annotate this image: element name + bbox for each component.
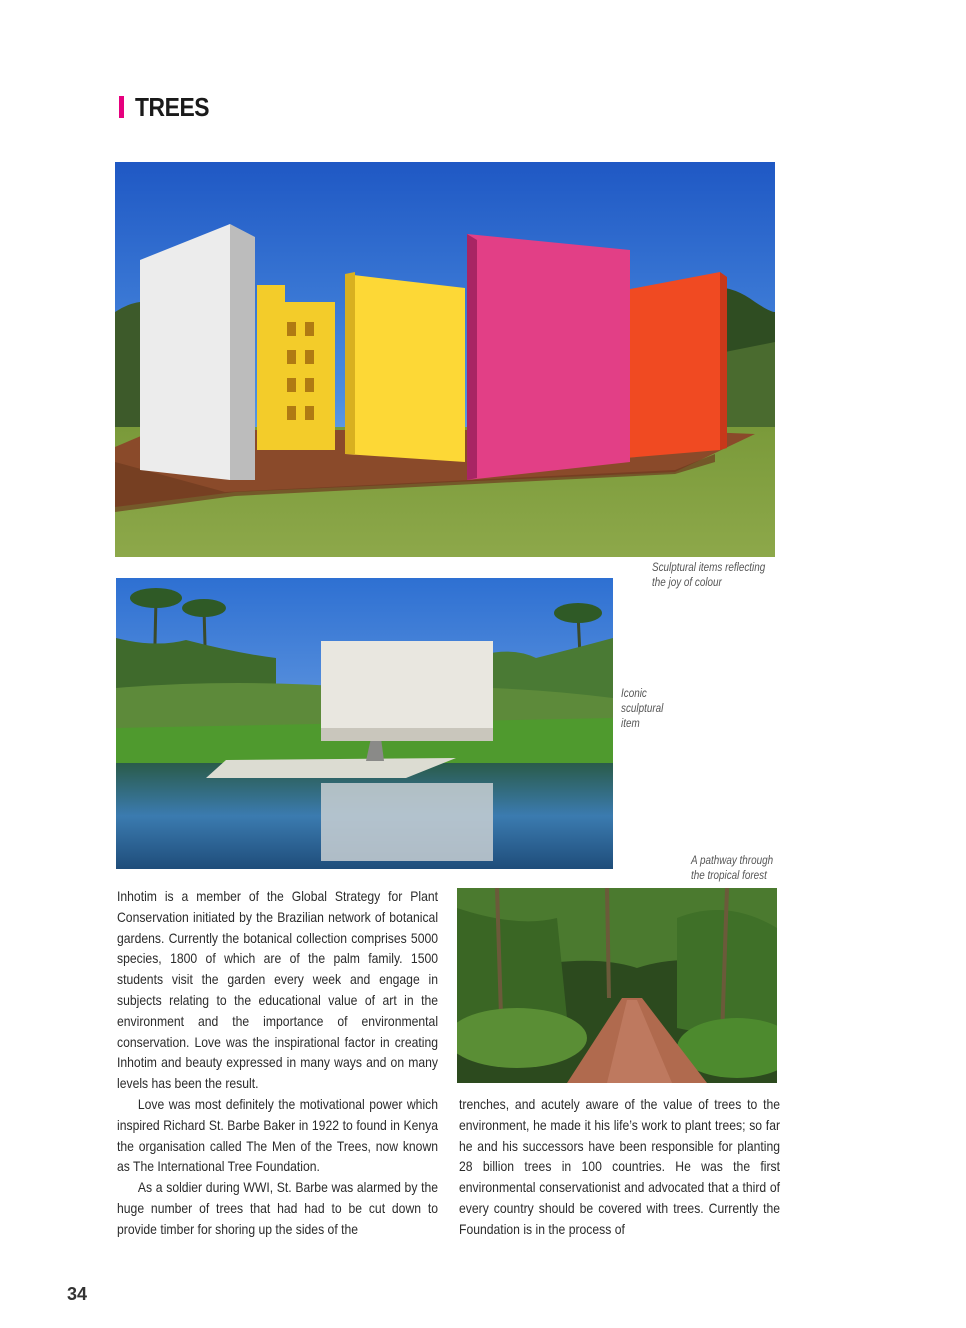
- page-number: 34: [67, 1284, 88, 1304]
- caption-photo-colour-walls: [652, 561, 781, 591]
- caption-line: Iconic: [621, 688, 647, 700]
- caption-line: A pathway through: [691, 855, 774, 867]
- section-heading: [119, 92, 219, 122]
- body-paragraph: trenches, and acutely aware of the value of trees to the environment, he made it his life’s work to plant trees; so far he and his successors have been responsible for planting 28 billion trees in 100 countries. He was the first environmental conservationist and advocated that a third of every country should be covered with trees. Currently the Foundation is in the process of: [459, 1096, 781, 1237]
- caption-line: the joy of colour: [652, 577, 722, 589]
- caption-line: the tropical forest: [691, 870, 767, 882]
- text-column-right: [459, 1094, 828, 1240]
- photo-iconic-sculpture: [116, 578, 613, 869]
- page-title: TREES: [135, 91, 210, 122]
- caption-photo-forest-path: [691, 854, 794, 884]
- text-column-left: [117, 886, 486, 1240]
- caption-photo-iconic-sculpture: [621, 687, 690, 732]
- body-paragraph: As a soldier during WWI, St. Barbe was alarmed by the huge number of trees that had had to be cut down to provide timber for shoring up the sides of the: [117, 1179, 439, 1237]
- photo-colour-walls: [115, 162, 775, 557]
- photo-forest-path: [457, 888, 777, 1083]
- body-paragraph: Love was most definitely the motivational power which inspired Richard St. Barbe Baker in 1922 to found in Kenya the organisation called The Men of the Trees, now known as The International Tree Foundation.: [117, 1095, 439, 1175]
- caption-line: Sculptural items reflecting: [652, 562, 766, 574]
- caption-line: sculptural: [621, 703, 664, 715]
- caption-line: item: [621, 718, 640, 730]
- heading-accent-bar: [119, 96, 124, 118]
- body-paragraph: Inhotim is a member of the Global Strategy for Plant Conservation initiated by the Brazilian network of botanical gardens. Currently the botanical collection comprises 5000 species, 1800 of which are of the palm family. 1500 students visit the garden every week and engage in subjects relating to the educational value of art in the environment and the importance of environmental conservation. Love was the inspirational factor in creating Inhotim and beauty expressed in many ways and on many levels has been the result.: [117, 888, 439, 1092]
